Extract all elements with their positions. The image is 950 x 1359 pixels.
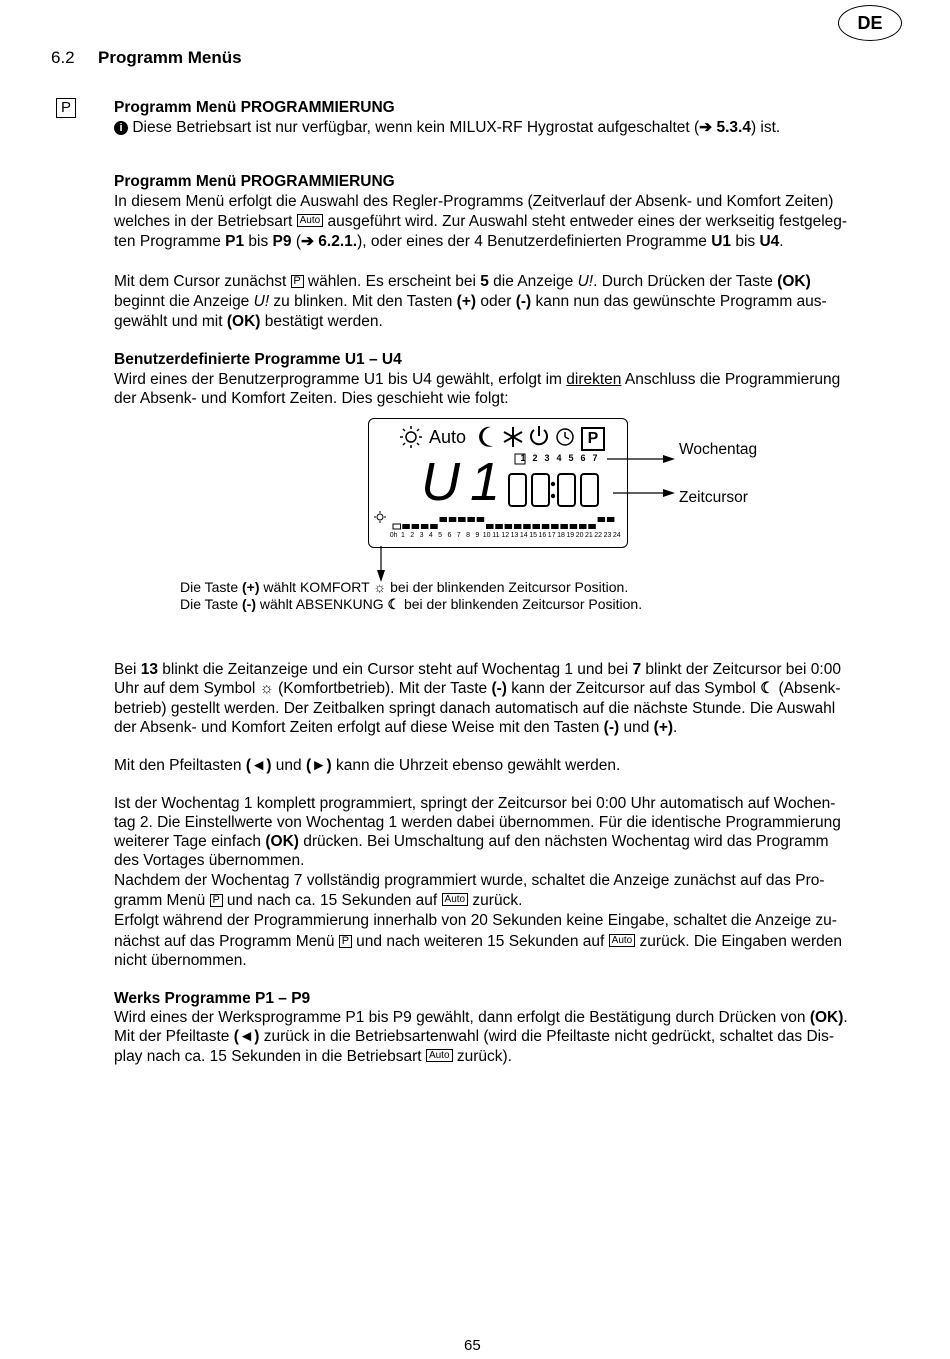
lcd-hour-label: 5 xyxy=(438,532,443,539)
lcd-hour-label: 4 xyxy=(428,532,433,539)
lcd-hour-label: 2 xyxy=(410,532,415,539)
arrow-icon: ➔ xyxy=(699,119,713,136)
moon-icon: ☾ xyxy=(387,596,401,612)
lcd-hour-label: 21 xyxy=(584,532,593,539)
block8-line2: Mit der Pfeiltaste (◄) zurück in die Betriebsartenwahl (wird die Pfeiltaste nicht gedrückt, schaltet das Dis- xyxy=(114,1028,835,1045)
block5-line1: Bei 13 blinkt die Zeitanzeige und ein Cursor steht auf Wochentag 1 und bei 7 blinkt der Zeitcursor bei 0:00 xyxy=(114,661,841,678)
lcd-weekday-7: 7 xyxy=(592,453,598,463)
moon-icon: ☾ xyxy=(760,680,775,697)
block4-line1: Wird eines der Benutzerprogramme U1 bis U4 gewählt, erfolgt im direkten Anschluss die Programmierung xyxy=(114,371,841,388)
caption-komfort: Die Taste (+) wählt KOMFORT ☼ bei der blinkenden Zeitcursor Position. xyxy=(180,579,629,595)
u-display-icon: U! xyxy=(577,273,594,290)
lcd-hour-label: 23 xyxy=(603,532,612,539)
block7-line5: Nachdem der Wochentag 7 vollständig programmiert wurde, schaltet die Anzeige zunächst auf das Pro- xyxy=(114,872,825,889)
block8-line1: Wird eines der Werksprogramme P1 bis P9 gewählt, dann erfolgt die Bestätigung durch Drücken von (OK). xyxy=(114,1009,848,1026)
lcd-hour-label: 24 xyxy=(612,532,621,539)
lcd-program-code: U1 xyxy=(421,452,511,512)
sun-icon: ☼ xyxy=(373,579,387,595)
block2-line3: ten Programme P1 bis P9 (➔ 6.2.1.), oder eines der 4 Benutzerdefinierten Programme U1 bis U4. xyxy=(114,233,784,250)
label-time-cursor: Zeitcursor xyxy=(679,489,748,506)
program-menu-icon: P xyxy=(291,275,304,288)
block8-line3: play nach ca. 15 Sekunden in die Betriebsart Auto zurück). xyxy=(114,1048,512,1065)
block7-line7: Erfolgt während der Programmierung innerhalb von 20 Sekunden keine Eingabe, schaltet die Anzeige zu- xyxy=(114,912,837,929)
lcd-hour-label: 19 xyxy=(566,532,575,539)
block7-line6: gramm Menü P und nach ca. 15 Sekunden auf Auto zurück. xyxy=(114,892,523,909)
lcd-hour-label: 1 xyxy=(400,532,405,539)
lcd-weekday-5: 5 xyxy=(568,453,574,463)
block7-line3: weiterer Tage einfach (OK) drücken. Bei Umschaltung auf den nächsten Wochentag wird das Programm xyxy=(114,833,829,850)
lcd-weekday-3: 3 xyxy=(544,453,550,463)
block4-line2: der Absenk- und Komfort Zeiten. Dies geschieht wie folgt: xyxy=(114,390,509,407)
block2-line1: In diesem Menü erfolgt die Auswahl des Regler-Programms (Zeitverlauf der Absenk- und Komfort Zeiten) xyxy=(114,193,834,210)
block3-line2: beginnt die Anzeige U! zu blinken. Mit den Tasten (+) oder (-) kann nun das gewünschte Programm aus- xyxy=(114,293,827,310)
lcd-hour-label: 15 xyxy=(529,532,537,539)
block3-line3: gewählt und mit (OK) bestätigt werden. xyxy=(114,313,383,330)
block1-heading: Programm Menü PROGRAMMIERUNG xyxy=(114,99,395,116)
lcd-hour-label: 10 xyxy=(482,532,491,539)
block2-heading: Programm Menü PROGRAMMIERUNG xyxy=(114,173,395,190)
language-badge: DE xyxy=(838,5,902,41)
block7-line1: Ist der Wochentag 1 komplett programmiert, springt der Zeitcursor bei 0:00 Uhr automatisch auf Wochen- xyxy=(114,795,836,812)
lcd-hour-label: 0h xyxy=(389,532,398,539)
info-icon: i xyxy=(114,121,128,135)
label-weekday: Wochentag xyxy=(679,441,758,458)
program-menu-icon: P xyxy=(339,935,352,948)
block6-line: Mit den Pfeiltasten (◄) und (►) kann die Uhrzeit ebenso gewählt werden. xyxy=(114,757,621,774)
section-title: Programm Menüs xyxy=(98,48,242,67)
lcd-hour-label: 8 xyxy=(466,532,470,539)
auto-mode-icon: Auto xyxy=(442,893,469,906)
auto-mode-icon: Auto xyxy=(609,934,636,947)
lcd-hour-label: 9 xyxy=(475,532,480,539)
lcd-hour-label: 18 xyxy=(557,532,565,539)
lcd-hour-label: 3 xyxy=(419,532,424,539)
lcd-hour-label: 17 xyxy=(547,532,556,539)
lcd-weekday-4: 4 xyxy=(556,453,562,463)
lcd-hour-label: 7 xyxy=(456,532,461,539)
lcd-weekday-2: 2 xyxy=(532,453,538,463)
u-display-icon: U! xyxy=(253,293,270,310)
lcd-hour-label: 14 xyxy=(519,532,528,539)
lcd-hour-label: 20 xyxy=(575,532,584,539)
callout-arrows xyxy=(370,440,680,590)
block5-line3: betrieb) gestellt werden. Der Zeitbalken springt danach automatisch auf die nächste Stunde. Die Auswahl xyxy=(114,700,836,717)
block5-line2: Uhr auf dem Symbol ☼ (Komfortbetrieb). Mit der Taste (-) kann der Zeitcursor auf das Symbol ☾ (Absenk- xyxy=(114,680,841,697)
block1-note: i Diese Betriebsart ist nur verfügbar, wenn kein MILUX-RF Hygrostat aufgeschaltet (➔ 5.3.4) ist. xyxy=(114,118,780,137)
block7-line9: nicht übernommen. xyxy=(114,952,247,969)
lcd-hour-label: 13 xyxy=(510,532,519,539)
lcd-program-icon: P xyxy=(581,427,605,451)
lcd-hour-label: 22 xyxy=(594,532,603,539)
lcd-weekday-6: 6 xyxy=(580,453,586,463)
page-number: 65 xyxy=(464,1337,481,1354)
auto-mode-icon: Auto xyxy=(426,1049,453,1062)
block3-line1: Mit dem Cursor zunächst P wählen. Es erscheint bei 5 die Anzeige U!. Durch Drücken der Taste (OK) xyxy=(114,273,811,290)
block4-heading: Benutzerdefinierte Programme U1 – U4 xyxy=(114,351,402,368)
block2-line2: welches in der Betriebsart Auto ausgeführt wird. Zur Auswahl steht entweder eines der werkseitig festgeleg- xyxy=(114,213,848,230)
lcd-weekday-1: 1 xyxy=(520,453,526,463)
lcd-hour-label: 11 xyxy=(492,532,500,539)
block7-line8: nächst auf das Programm Menü P und nach weiteren 15 Sekunden auf Auto zurück. Die Eingaben werden xyxy=(114,933,843,950)
caption-absenkung: Die Taste (-) wählt ABSENKUNG ☾ bei der blinkenden Zeitcursor Position. xyxy=(180,596,643,612)
lcd-hour-label: 12 xyxy=(501,532,510,539)
program-menu-icon: P xyxy=(210,894,223,907)
block8-heading: Werks Programme P1 – P9 xyxy=(114,990,311,1007)
block7-line4: des Vortages übernommen. xyxy=(114,852,305,869)
program-menu-icon: P xyxy=(56,98,76,118)
block5-line4: der Absenk- und Komfort Zeiten erfolgt auf diese Weise mit den Tasten (-) und (+). xyxy=(114,719,678,736)
lcd-hour-label: 16 xyxy=(538,532,547,539)
lcd-auto-label: Auto xyxy=(429,427,467,447)
lcd-hour-label: 6 xyxy=(447,532,452,539)
block7-line2: tag 2. Die Einstellwerte von Wochentag 1 werden dabei übernommen. Für die identische Programmierung xyxy=(114,814,841,831)
section-number: 6.2 xyxy=(51,48,75,67)
sun-icon: ☼ xyxy=(259,680,274,697)
arrow-icon: ➔ xyxy=(300,233,314,250)
auto-mode-icon: Auto xyxy=(297,214,324,227)
